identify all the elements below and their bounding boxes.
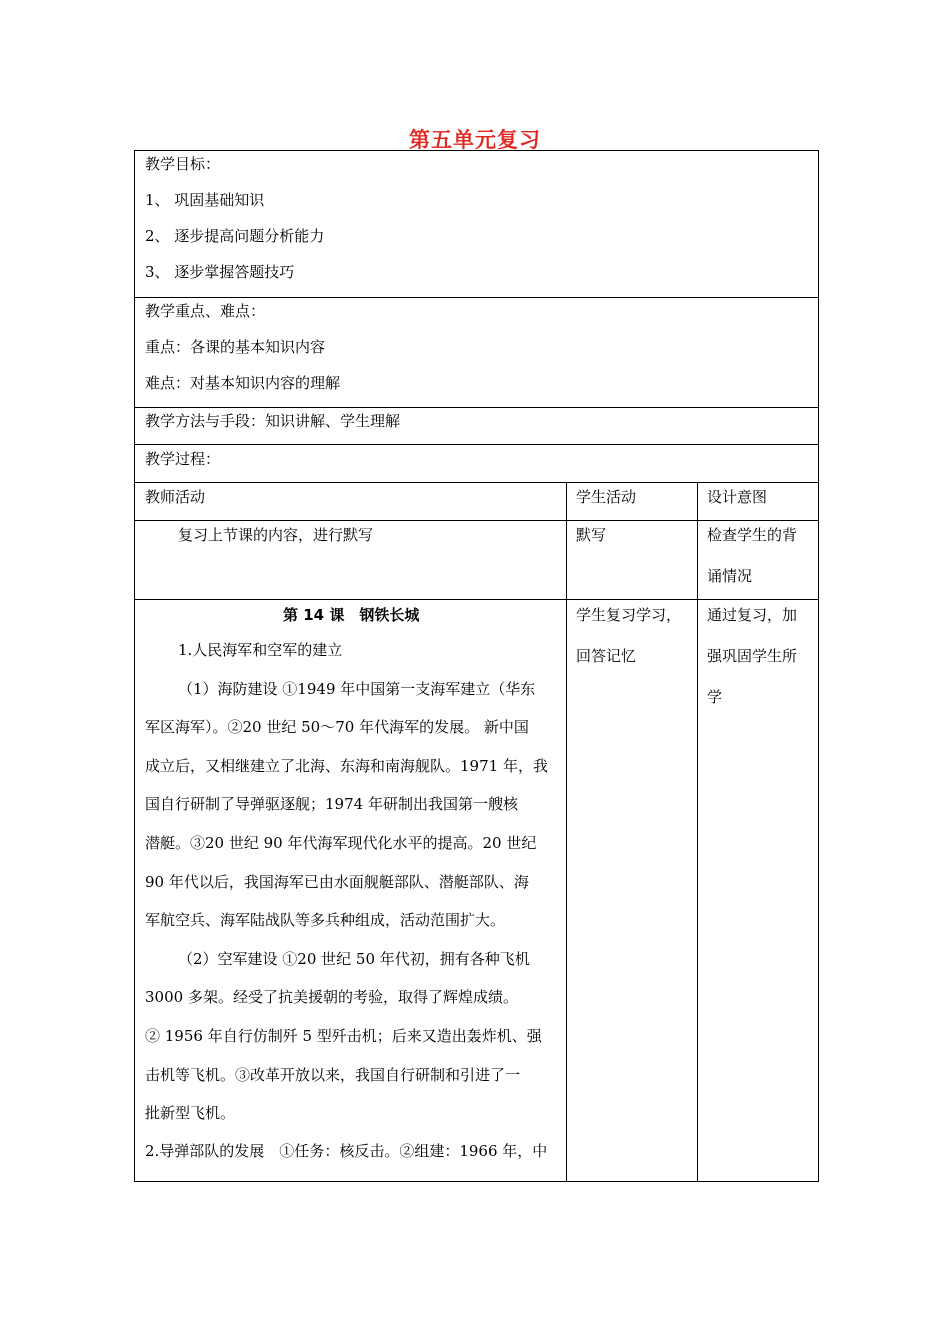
student-activity: 默写 — [576, 526, 607, 544]
student-activity-line: 回答记忆 — [576, 647, 637, 665]
design-intent-line: 强巩固学生所 — [707, 647, 798, 665]
objective-item: 1、 巩固基础知识 — [145, 191, 265, 209]
design-intent-line: 通过复习，加 — [707, 606, 798, 624]
row-divider — [135, 444, 818, 445]
content-line: （2）空军建设 ①20 世纪 50 年代初，拥有各种飞机 — [178, 950, 530, 968]
lesson-title: 第 14 课 钢铁长城 — [283, 606, 420, 624]
objective-item: 2、 逐步提高问题分析能力 — [145, 227, 325, 245]
design-intent-line: 学 — [707, 688, 723, 706]
objectives-heading: 教学目标： — [145, 155, 221, 173]
column-header-teacher: 教师活动 — [145, 488, 206, 506]
column-header-student: 学生活动 — [576, 488, 637, 506]
teacher-activity: 复习上节课的内容，进行默写 — [178, 526, 374, 544]
page-title: 第五单元复习 — [409, 128, 541, 152]
design-intent-line: 检查学生的背 — [707, 526, 798, 544]
row-divider — [135, 520, 818, 521]
content-line: 1.人民海军和空军的建立 — [178, 641, 343, 659]
content-line: 军航空兵、海军陆战队等多兵种组成，活动范围扩大。 — [145, 911, 506, 929]
column-divider — [566, 482, 567, 1182]
objective-item: 3、 逐步掌握答题技巧 — [145, 263, 295, 281]
content-line: ② 1956 年自行仿制歼 5 型歼击机；后来又造出轰炸机、强 — [145, 1027, 542, 1045]
content-line: 军区海军）。②20 世纪 50～70 年代海军的发展。 新中国 — [145, 718, 529, 736]
content-line: 2.导弹部队的发展 ①任务：核反击。②组建：1966 年，中 — [145, 1142, 548, 1160]
focus-text: 重点：各课的基本知识内容 — [145, 338, 326, 356]
row-divider — [135, 482, 818, 483]
design-intent-line: 诵情况 — [707, 567, 753, 585]
content-line: （1）海防建设 ①1949 年中国第一支海军建立（华东 — [178, 680, 536, 698]
content-line: 3000 多架。经受了抗美援朝的考验，取得了辉煌成绩。 — [145, 988, 518, 1006]
row-divider — [135, 599, 818, 600]
student-activity-line: 学生复习学习， — [576, 606, 682, 624]
content-line: 潜艇。③20 世纪 90 年代海军现代化水平的提高。20 世纪 — [145, 834, 537, 852]
content-line: 国自行研制了导弹驱逐舰；1974 年研制出我国第一艘核 — [145, 795, 518, 813]
row-divider — [135, 297, 818, 298]
key-points-heading: 教学重点、难点： — [145, 302, 266, 320]
content-line: 批新型飞机。 — [145, 1104, 236, 1122]
content-line: 90 年代以后，我国海军已由水面舰艇部队、潜艇部队、海 — [145, 873, 529, 891]
content-line: 击机等飞机。③改革开放以来，我国自行研制和引进了一 — [145, 1066, 521, 1084]
process-heading: 教学过程： — [145, 450, 221, 468]
difficulty-text: 难点：对基本知识内容的理解 — [145, 374, 341, 392]
lesson-plan-table — [134, 150, 819, 1182]
content-line: 成立后，又相继建立了北海、东海和南海舰队。1971 年，我 — [145, 757, 548, 775]
column-divider — [697, 482, 698, 1182]
column-header-intent: 设计意图 — [707, 488, 768, 506]
methods-text: 教学方法与手段：知识讲解、学生理解 — [145, 412, 401, 430]
row-divider — [135, 407, 818, 408]
